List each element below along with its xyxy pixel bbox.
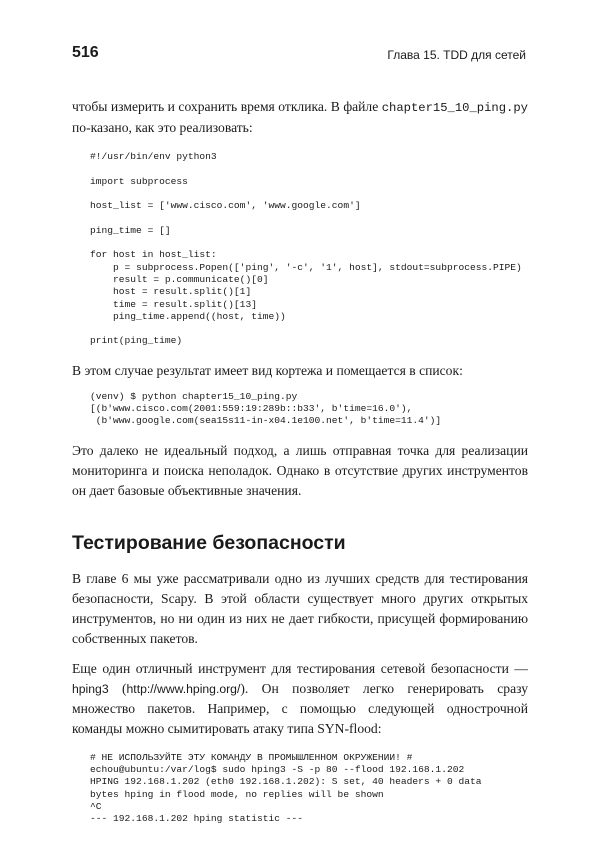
code-line: p = subprocess.Popen(['ping', '-c', '1', host], stdout=subprocess.PIPE) <box>90 261 522 273</box>
code-line: # НЕ ИСПОЛЬЗУЙТЕ ЭТУ КОМАНДУ В ПРОМЫШЛЕННОМ ОКРУЖЕНИИ! # <box>90 751 413 763</box>
text: Еще один отличный инструмент для тестирования сетевой безопасности — <box>72 660 528 676</box>
code-line <box>90 323 528 335</box>
code-line <box>90 188 528 200</box>
paragraph-approach: Это далеко не идеальный подход, а лишь отправная точка для реализации мониторинга и поиска неполадок. Однако в отсутствие других инструментов он дает базовые объективные значения. <box>72 442 528 498</box>
hping-url-link[interactable]: http://www.hping.org/ <box>126 681 241 696</box>
section-heading: Тестирование безопасности <box>72 531 346 554</box>
code-line: --- 192.168.1.202 hping statistic --- <box>90 813 304 825</box>
text: по-казано, как это реализовать: <box>72 120 253 135</box>
code-block-ping-script <box>72 151 528 348</box>
code-line <box>90 163 528 175</box>
code-line: ping_time = [] <box>90 224 171 236</box>
running-header: Глава 15. TDD для сетей <box>387 48 526 62</box>
code-line: ^C <box>90 800 102 812</box>
code-line: for host in host_list: <box>90 249 217 261</box>
code-line: #!/usr/bin/env python3 <box>90 151 217 162</box>
code-line <box>90 237 528 249</box>
code-line: echou@ubuntu:/var/log$ sudo hping3 -S -p 80 --flood 192.168.1.202 <box>90 763 465 775</box>
code-line: (venv) $ python chapter15_10_ping.py <box>90 390 298 402</box>
code-line: HPING 192.168.1.202 (eth0 192.168.1.202): S set, 40 headers + 0 data <box>90 776 482 788</box>
text: ( <box>108 680 127 696</box>
code-line: result = p.communicate()[0] <box>90 273 269 285</box>
page-content <box>72 97 528 825</box>
paragraph-result: В этом случае результат имеет вид кортежа и помещается в список: <box>72 362 463 378</box>
code-line: time = result.split()[13] <box>90 298 257 310</box>
code-line: print(ping_time) <box>90 335 183 347</box>
code-line: host_list = ['www.cisco.com', 'www.google.com'] <box>90 200 361 212</box>
tool-name: hping3 <box>72 681 109 696</box>
code-line: bytes hping in flood mode, no replies will be shown <box>90 788 384 800</box>
code-line: host = result.split()[1] <box>90 286 252 298</box>
paragraph-intro <box>72 97 528 138</box>
code-line: [(b'www.cisco.com(2001:559:19:289b::b33', b'time=16.0'), <box>90 403 413 415</box>
text: чтобы измерить и сохранить время отклика. В файле <box>72 99 382 114</box>
code-line <box>90 212 528 224</box>
filename: chapter15_10_ping.py <box>381 101 528 115</box>
code-block-hping-command <box>72 752 528 826</box>
code-block-ping-output <box>72 391 528 428</box>
code-line: ping_time.append((host, time)) <box>90 310 286 322</box>
paragraph-scapy: В главе 6 мы уже рассматривали одно из лучших средств для тестирования безопасности, Scapy. В этой области существует много других открытых инструментов, но ни один из них не дает гибкости, присущей формированию собственных пакетов. <box>72 570 528 646</box>
code-line: import subprocess <box>90 175 188 187</box>
code-line: (b'www.google.com(sea15s11-in-x04.1e100.net', b'time=11.4')] <box>90 415 442 427</box>
text: ). Он позволяет легко генерировать сразу множество пакетов. Например, с помощью следующей однострочной команды можно сымитировать атаку типа SYN-flood: <box>72 680 528 736</box>
paragraph-hping <box>72 659 528 739</box>
page-number: 516 <box>72 44 99 61</box>
